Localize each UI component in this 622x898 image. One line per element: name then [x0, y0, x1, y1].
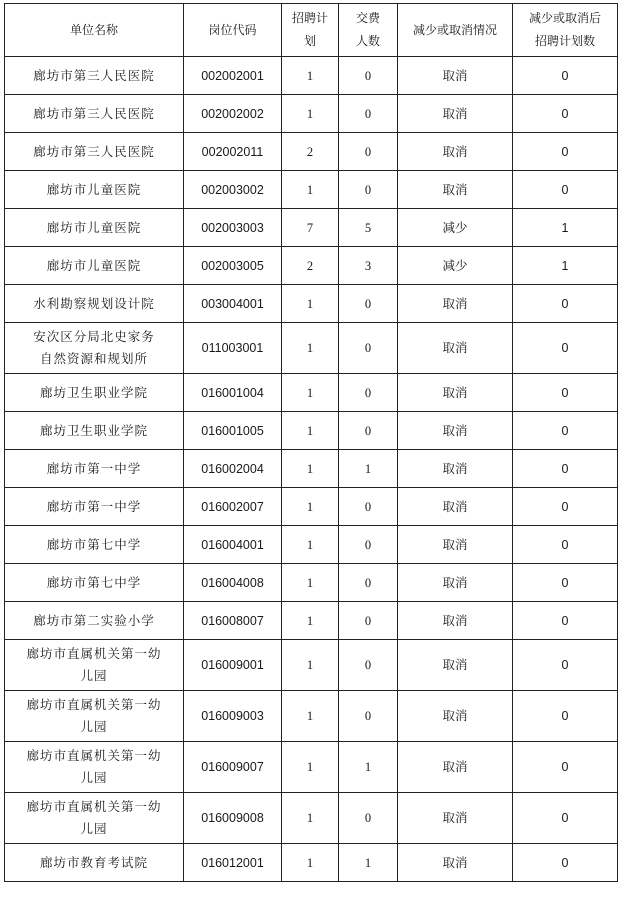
cell-position-code: 002003003 [184, 209, 282, 247]
table-row [5, 742, 618, 793]
cell-unit-name [5, 374, 184, 412]
cell-status: 减少 [398, 209, 513, 247]
cell-position-code: 016002007 [184, 488, 282, 526]
table-row [5, 526, 618, 564]
cell-status: 取消 [398, 412, 513, 450]
cell-position-code: 003004001 [184, 285, 282, 323]
cell-unit-name [5, 844, 184, 882]
table-header-row [5, 4, 618, 57]
header-recruit-plan-line2: 划 [303, 34, 316, 48]
cell-unit-name [5, 602, 184, 640]
header-unit-name: 单位名称 [5, 4, 184, 57]
cell-recruit-plan: 1 [282, 691, 339, 742]
cell-status: 减少 [398, 247, 513, 285]
table-row [5, 95, 618, 133]
unit-name-line1: 廊坊卫生职业学院 [39, 384, 148, 400]
cell-recruit-plan: 1 [282, 793, 339, 844]
cell-position-code: 002003002 [184, 171, 282, 209]
table-row [5, 844, 618, 882]
header-recruit-plan [282, 4, 339, 57]
cell-remaining-plan: 1 [513, 209, 618, 247]
cell-paid-count: 1 [339, 844, 398, 882]
cell-remaining-plan: 0 [513, 412, 618, 450]
cell-remaining-plan: 0 [513, 133, 618, 171]
cell-status: 取消 [398, 57, 513, 95]
unit-name-line1: 廊坊市直属机关第一幼 [26, 748, 162, 763]
cell-unit-name [5, 793, 184, 844]
unit-name-line1: 廊坊市儿童医院 [46, 181, 142, 197]
cell-paid-count: 5 [339, 209, 398, 247]
cell-recruit-plan: 1 [282, 450, 339, 488]
cell-position-code: 002002001 [184, 57, 282, 95]
cell-paid-count: 0 [339, 323, 398, 374]
cell-status: 取消 [398, 488, 513, 526]
cell-remaining-plan: 0 [513, 844, 618, 882]
cell-position-code: 016009008 [184, 793, 282, 844]
cell-recruit-plan: 1 [282, 526, 339, 564]
cell-recruit-plan: 1 [282, 57, 339, 95]
cell-status: 取消 [398, 564, 513, 602]
cell-status: 取消 [398, 450, 513, 488]
cell-unit-name [5, 247, 184, 285]
unit-name-line1: 廊坊市第三人民医院 [33, 105, 155, 121]
unit-name-line1: 廊坊市第七中学 [46, 574, 142, 590]
cell-position-code: 016009001 [184, 640, 282, 691]
cell-position-code: 002002011 [184, 133, 282, 171]
cell-remaining-plan: 0 [513, 526, 618, 564]
cell-recruit-plan: 1 [282, 95, 339, 133]
header-remaining-plan-line1: 减少或取消后 [528, 11, 601, 25]
table-row [5, 412, 618, 450]
cell-recruit-plan: 2 [282, 133, 339, 171]
cell-remaining-plan: 0 [513, 323, 618, 374]
cell-recruit-plan: 1 [282, 285, 339, 323]
unit-name-line1: 廊坊市第三人民医院 [33, 67, 155, 83]
table-row [5, 285, 618, 323]
cell-unit-name [5, 95, 184, 133]
cell-unit-name [5, 133, 184, 171]
cell-unit-name [5, 742, 184, 793]
cell-unit-name [5, 171, 184, 209]
cell-unit-name [5, 209, 184, 247]
cell-recruit-plan: 1 [282, 488, 339, 526]
unit-name-line1: 廊坊市教育考试院 [39, 854, 148, 870]
cell-paid-count: 1 [339, 742, 398, 793]
unit-name-line2: 儿园 [80, 719, 108, 734]
cell-position-code: 016001005 [184, 412, 282, 450]
cell-unit-name [5, 691, 184, 742]
unit-name-line1: 廊坊市直属机关第一幼 [26, 646, 162, 661]
cell-unit-name [5, 526, 184, 564]
cell-remaining-plan: 0 [513, 793, 618, 844]
cell-remaining-plan: 0 [513, 488, 618, 526]
cell-paid-count: 3 [339, 247, 398, 285]
cell-paid-count: 0 [339, 95, 398, 133]
unit-name-line1: 廊坊市第二实验小学 [33, 612, 155, 628]
cell-unit-name [5, 57, 184, 95]
table-row [5, 450, 618, 488]
cell-remaining-plan: 0 [513, 564, 618, 602]
table-row [5, 247, 618, 285]
cell-position-code: 016008007 [184, 602, 282, 640]
cell-status: 取消 [398, 133, 513, 171]
table-row [5, 602, 618, 640]
unit-name-line1: 廊坊市直属机关第一幼 [26, 697, 162, 712]
unit-name-line1: 廊坊市第三人民医院 [33, 143, 155, 159]
cell-paid-count: 0 [339, 793, 398, 844]
cell-unit-name [5, 488, 184, 526]
unit-name-line2: 儿园 [80, 821, 108, 836]
cell-status: 取消 [398, 285, 513, 323]
recruitment-table [4, 3, 618, 882]
header-recruit-plan-line1: 招聘计 [291, 11, 328, 25]
header-remaining-plan-line2: 招聘计划数 [534, 34, 595, 48]
cell-recruit-plan: 2 [282, 247, 339, 285]
cell-status: 取消 [398, 374, 513, 412]
cell-remaining-plan: 0 [513, 450, 618, 488]
table-row [5, 57, 618, 95]
cell-paid-count: 0 [339, 285, 398, 323]
cell-status: 取消 [398, 844, 513, 882]
header-paid-count-line2: 人数 [355, 34, 380, 48]
cell-paid-count: 0 [339, 488, 398, 526]
unit-name-line1: 廊坊市儿童医院 [46, 219, 142, 235]
cell-remaining-plan: 0 [513, 742, 618, 793]
table-body [5, 57, 618, 882]
document-page [4, 3, 618, 882]
cell-status: 取消 [398, 171, 513, 209]
table-row [5, 171, 618, 209]
table-row [5, 640, 618, 691]
cell-status: 取消 [398, 95, 513, 133]
cell-status: 取消 [398, 640, 513, 691]
cell-paid-count: 0 [339, 171, 398, 209]
cell-remaining-plan: 0 [513, 285, 618, 323]
cell-recruit-plan: 1 [282, 844, 339, 882]
cell-paid-count: 0 [339, 564, 398, 602]
unit-name-line1: 廊坊市第七中学 [46, 536, 142, 552]
header-status: 减少或取消情况 [398, 4, 513, 57]
cell-remaining-plan: 0 [513, 640, 618, 691]
header-paid-count [339, 4, 398, 57]
cell-paid-count: 0 [339, 374, 398, 412]
cell-position-code: 016002004 [184, 450, 282, 488]
cell-position-code: 016009007 [184, 742, 282, 793]
header-remaining-plan [513, 4, 618, 57]
unit-name-line2: 自然资源和规划所 [39, 351, 148, 366]
table-row [5, 374, 618, 412]
unit-name-line1: 廊坊市直属机关第一幼 [26, 799, 162, 814]
cell-recruit-plan: 1 [282, 323, 339, 374]
cell-status: 取消 [398, 793, 513, 844]
cell-paid-count: 0 [339, 57, 398, 95]
cell-unit-name [5, 450, 184, 488]
cell-remaining-plan: 0 [513, 171, 618, 209]
cell-status: 取消 [398, 526, 513, 564]
cell-position-code: 011003001 [184, 323, 282, 374]
cell-position-code: 016004008 [184, 564, 282, 602]
table-row [5, 691, 618, 742]
cell-paid-count: 0 [339, 526, 398, 564]
cell-unit-name [5, 640, 184, 691]
cell-recruit-plan: 1 [282, 640, 339, 691]
cell-recruit-plan: 1 [282, 374, 339, 412]
cell-remaining-plan: 0 [513, 95, 618, 133]
cell-position-code: 016012001 [184, 844, 282, 882]
cell-unit-name [5, 285, 184, 323]
cell-recruit-plan: 1 [282, 412, 339, 450]
cell-remaining-plan: 0 [513, 602, 618, 640]
cell-status: 取消 [398, 323, 513, 374]
cell-paid-count: 0 [339, 133, 398, 171]
table-row [5, 323, 618, 374]
cell-recruit-plan: 1 [282, 742, 339, 793]
cell-position-code: 016001004 [184, 374, 282, 412]
table-row [5, 564, 618, 602]
table-row [5, 209, 618, 247]
table-row [5, 133, 618, 171]
cell-unit-name [5, 412, 184, 450]
cell-position-code: 002002002 [184, 95, 282, 133]
table-row [5, 793, 618, 844]
cell-position-code: 002003005 [184, 247, 282, 285]
cell-remaining-plan: 0 [513, 57, 618, 95]
cell-remaining-plan: 1 [513, 247, 618, 285]
header-paid-count-line1: 交费 [355, 11, 380, 25]
header-position-code: 岗位代码 [184, 4, 282, 57]
table-row [5, 488, 618, 526]
cell-status: 取消 [398, 691, 513, 742]
unit-name-line2: 儿园 [80, 770, 108, 785]
unit-name-line1: 廊坊卫生职业学院 [39, 422, 148, 438]
cell-unit-name [5, 564, 184, 602]
unit-name-line1: 廊坊市儿童医院 [46, 257, 142, 273]
cell-recruit-plan: 7 [282, 209, 339, 247]
unit-name-line1: 廊坊市第一中学 [46, 460, 142, 476]
cell-remaining-plan: 0 [513, 691, 618, 742]
cell-recruit-plan: 1 [282, 171, 339, 209]
unit-name-line2: 儿园 [80, 668, 108, 683]
unit-name-line1: 廊坊市第一中学 [46, 498, 142, 514]
cell-paid-count: 0 [339, 412, 398, 450]
cell-status: 取消 [398, 602, 513, 640]
cell-status: 取消 [398, 742, 513, 793]
cell-remaining-plan: 0 [513, 374, 618, 412]
cell-recruit-plan: 1 [282, 602, 339, 640]
cell-paid-count: 0 [339, 602, 398, 640]
unit-name-line1: 水利勘察规划设计院 [33, 295, 155, 311]
cell-paid-count: 0 [339, 640, 398, 691]
unit-name-line1: 安次区分局北史家务 [33, 329, 155, 344]
cell-position-code: 016004001 [184, 526, 282, 564]
cell-recruit-plan: 1 [282, 564, 339, 602]
cell-unit-name [5, 323, 184, 374]
cell-paid-count: 1 [339, 450, 398, 488]
cell-position-code: 016009003 [184, 691, 282, 742]
cell-paid-count: 0 [339, 691, 398, 742]
